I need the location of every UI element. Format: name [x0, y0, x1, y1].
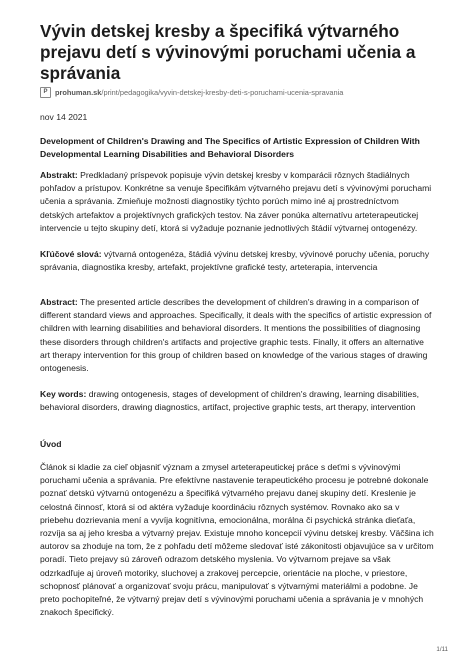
publish-date: nov 14 2021	[40, 112, 88, 122]
article-title: Vývin detskej kresby a špecifiká výtvarného prejavu detí s vývinovými poruchami učenia a správania	[40, 21, 416, 83]
abstrakt-label: Abstrakt:	[40, 170, 78, 180]
klucove-slova-text: výtvarná ontogenéza, štádiá vývinu detskej kresby, vývinové poruchy učenia, poruchy správania, diagnostika kresby, artefakt, projektívne grafické testy, arteterapia, intervencia	[40, 249, 430, 273]
uvod-paragraph: Článok si kladie za cieľ objasniť význam a zmysel arteterapeutickej práce s deťmi s vývinovými poruchami učenia a správania. Pre efektívne nastavenie terapeutického procesu je potrebné dokonale poznať detskú výtvarnú ontogenézu a špecifiká výtvarného prejavu danej skupiny detí. Kreslenie je celostná činnosť, ktorá si od aktéra vyžaduje koordináciu rôznych systémov. Rovnako ako sa v priebehu dozrievania mení a vyvíja kognitívna, emocionálna, morálna či psychická stránka dieťaťa, rozvíja sa aj jeho kresba a výtvarný prejav. Existuje mnoho koncepcií vývinu detskej kresby. Väčšina ich autorov sa zhoduje na tom, že z pohľadu detí môžeme sledovať isté zákonitosti objavujúce sa v určitom poradí. Tieto prejavy sú zároveň odrazom detského myslenia. Vo výtvarnom prejave sa však odzrkadľuje aj úroveň motoriky, sluchovej a zrakovej percepcie, orientácie na ploche, v priestore, schopnosť plánovať a organizovať svoju prácu, manipulovať s výtvarnými materiálmi a podobne. Je preto pochopiteľné, že výtvarný prejav detí s vývinovými poruchami učenia a správania je v mnohých znakoch špecifický.	[40, 462, 434, 618]
klucove-slova-label: Kľúčové slová:	[40, 249, 102, 259]
source-line	[40, 86, 343, 98]
source-domain[interactable]: prohuman.sk	[55, 87, 102, 97]
klucove-slova-paragraph	[40, 248, 435, 274]
abstract-paragraph	[40, 296, 435, 375]
page-number: 1/11	[436, 646, 448, 653]
source-path[interactable]: /print/pedagogika/vyvin-detskej-kresby-deti-s-poruchami-ucenia-spravania	[101, 87, 344, 97]
english-title: Development of Children's Drawing and The Specifics of Artistic Expression of Children With Developmental Learning Disabilities and Behavioral Disorders	[40, 136, 420, 160]
abstract-label: Abstract:	[40, 297, 78, 307]
abstrakt-paragraph	[40, 169, 435, 235]
abstrakt-text: Predkladaný príspevok popisuje vývin detskej kresby v komparácii rôznych štadiálnych pohľadov a prístupov. Konkrétne sa venuje špecifikám výtvarného prejavu detí s vývinovými poruchami učenia a správania. Zmieňuje možnosti diagnostiky týchto porúch mimo iné aj prostredníctvom detských artefaktov a projektívnych grafických testov. Na záver ponúka alternatívu arteterapeutickej intervencie u tejto skupiny detí, ktorá si vyžaduje poznanie jednotlivých štádií výtvarnej ontogenézy.	[40, 170, 432, 233]
keywords-paragraph	[40, 388, 435, 414]
site-icon: P	[40, 87, 51, 98]
abstract-text: The presented article describes the development of children's drawing in a comparison of different standard views and approaches. Specifically, it deals with the specifics of artistic expression of children with learning disabilities and behavioral disorders. It mentions the possibilities of diagnosing these disorders through children's artifacts and projective graphic tests. Finally, it offers an alternative art therapy intervention for this group of children based on knowledge of the various stages of drawing ontogenesis.	[40, 297, 432, 374]
keywords-label: Key words:	[40, 389, 87, 399]
section-heading-uvod: Úvod	[40, 439, 62, 449]
keywords-text: drawing ontogenesis, stages of development of children's drawing, learning disabilities, behavioral disorders, drawing diagnostics, artifact, projective graphic tests, art therapy, intervention	[40, 389, 420, 413]
